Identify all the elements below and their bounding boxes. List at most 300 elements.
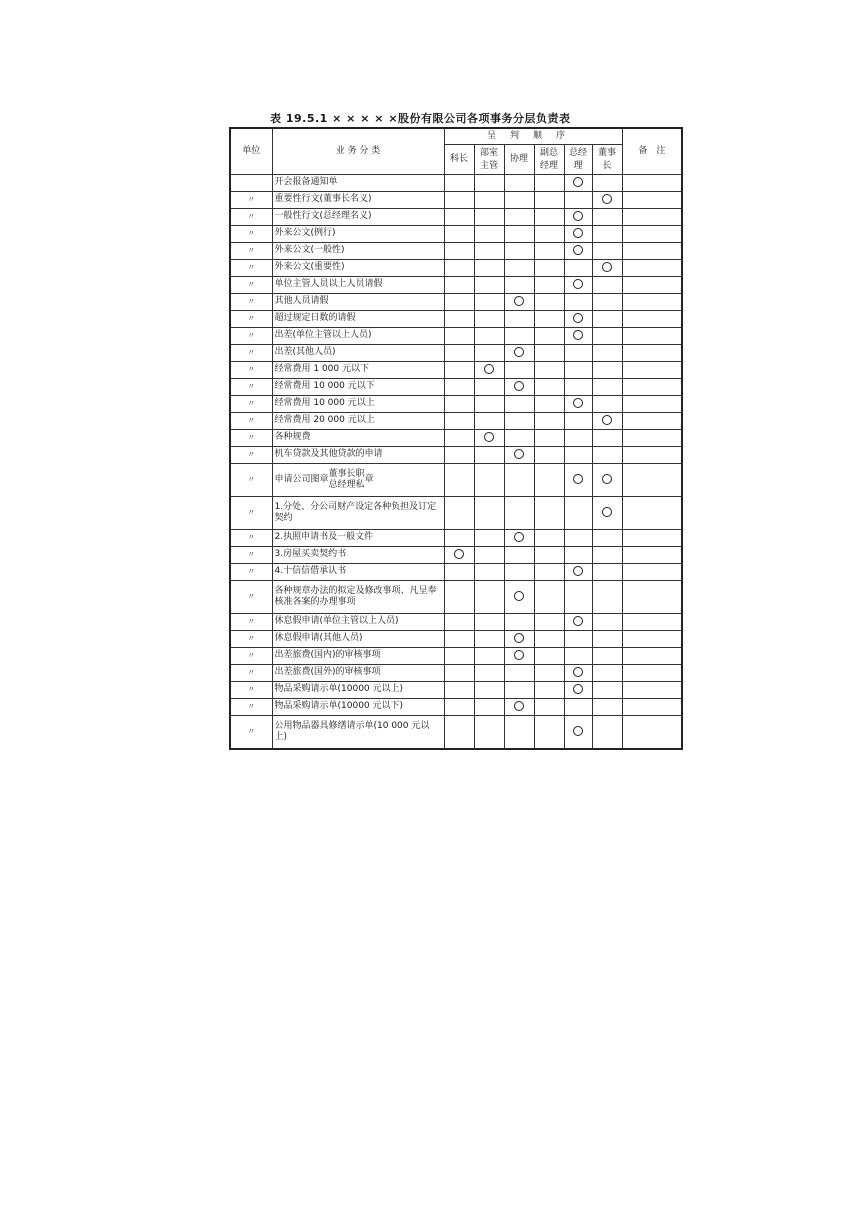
mark-cell [564,362,592,379]
mark-cell [534,631,564,648]
mark-cell [564,277,592,294]
category-cell: 出差(其他人员) [272,345,444,362]
circle-icon [602,415,612,425]
mark-cell [592,243,622,260]
mark-cell [592,175,622,192]
unit-cell: 〃 [230,682,272,699]
table-row [230,328,682,345]
mark-cell [592,294,622,311]
mark-cell [592,396,622,413]
note-cell [622,430,682,447]
header-category: 业 务 分 类 [272,128,444,175]
mark-cell [592,547,622,564]
circle-icon [514,449,524,459]
table-row [230,243,682,260]
mark-cell [504,396,534,413]
table-row [230,192,682,209]
circle-icon [573,313,583,323]
table-row [230,175,682,192]
mark-cell [564,581,592,614]
note-cell [622,226,682,243]
mark-cell [592,260,622,277]
mark-cell [474,430,504,447]
note-cell [622,614,682,631]
table-row [230,260,682,277]
table-body [230,175,682,749]
mark-cell [444,547,474,564]
mark-cell [592,379,622,396]
unit-cell: 〃 [230,547,272,564]
note-cell [622,665,682,682]
mark-cell [564,631,592,648]
mark-cell [534,277,564,294]
note-cell [622,564,682,581]
mark-cell [474,447,504,464]
mark-cell [534,362,564,379]
table-row [230,614,682,631]
mark-cell [534,175,564,192]
unit-cell [230,175,272,192]
table-row [230,530,682,547]
mark-cell [474,614,504,631]
mark-cell [474,362,504,379]
mark-cell [564,648,592,665]
table-row [230,699,682,716]
category-cell: 休息假申请(单位主管以上人员) [272,614,444,631]
category-cell: 外来公文(一般性) [272,243,444,260]
mark-cell [474,497,504,530]
mark-cell [444,243,474,260]
mark-cell [474,345,504,362]
note-cell [622,631,682,648]
mark-cell [592,328,622,345]
mark-cell [474,311,504,328]
category-cell: 出差旅费(国内)的审核事项 [272,648,444,665]
mark-cell [474,564,504,581]
table-row [230,665,682,682]
mark-cell [444,277,474,294]
unit-cell: 〃 [230,430,272,447]
category-cell: 2.执照申请书及一般文件 [272,530,444,547]
mark-cell [534,447,564,464]
mark-cell [504,362,534,379]
table-row [230,447,682,464]
mark-cell [592,192,622,209]
mark-cell [474,209,504,226]
note-cell [622,413,682,430]
mark-cell [564,564,592,581]
stamp-option: 总经理私 [328,480,365,490]
unit-cell: 〃 [230,277,272,294]
mark-cell [534,682,564,699]
table-row [230,311,682,328]
mark-cell [504,581,534,614]
mark-cell [474,547,504,564]
circle-icon [573,228,583,238]
mark-cell [564,345,592,362]
mark-cell [474,396,504,413]
category-cell: 经常费用 10 000 元以下 [272,379,444,396]
mark-cell [474,294,504,311]
mark-cell [444,396,474,413]
table-row [230,379,682,396]
mark-cell [474,648,504,665]
mark-cell [564,530,592,547]
mark-cell [564,547,592,564]
mark-cell [534,430,564,447]
note-cell [622,277,682,294]
mark-cell [444,648,474,665]
unit-cell: 〃 [230,530,272,547]
table-row [230,430,682,447]
mark-cell [504,547,534,564]
mark-cell [592,362,622,379]
mark-cell [474,413,504,430]
mark-cell [592,682,622,699]
mark-cell [444,631,474,648]
mark-cell [592,277,622,294]
note-cell [622,464,682,497]
note-cell [622,294,682,311]
note-cell [622,716,682,749]
mark-cell [474,530,504,547]
note-cell [622,345,682,362]
mark-cell [592,530,622,547]
mark-cell [534,648,564,665]
category-cell: 超过规定日数的请假 [272,311,444,328]
circle-icon [573,566,583,576]
header-note: 备 注 [622,128,682,175]
note-cell [622,699,682,716]
mark-cell [444,564,474,581]
mark-cell [592,716,622,749]
mark-cell [592,430,622,447]
unit-cell: 〃 [230,328,272,345]
mark-cell [504,464,534,497]
note-cell [622,362,682,379]
mark-cell [592,311,622,328]
mark-cell [592,699,622,716]
unit-cell: 〃 [230,396,272,413]
mark-cell [564,379,592,396]
mark-cell [534,209,564,226]
table-row [230,294,682,311]
mark-cell [474,581,504,614]
circle-icon [484,432,494,442]
unit-cell: 〃 [230,379,272,396]
note-cell [622,581,682,614]
mark-cell [534,564,564,581]
mark-cell [444,614,474,631]
category-cell: 开会报备通知单 [272,175,444,192]
mark-cell [504,345,534,362]
circle-icon [514,347,524,357]
mark-cell [564,260,592,277]
note-cell [622,192,682,209]
table-row [230,464,682,497]
mark-cell [534,379,564,396]
circle-icon [454,549,464,559]
mark-cell [444,328,474,345]
note-cell [622,497,682,530]
circle-icon [602,262,612,272]
mark-cell [474,243,504,260]
mark-cell [592,581,622,614]
mark-cell [564,243,592,260]
mark-cell [534,464,564,497]
mark-cell [534,530,564,547]
mark-cell [534,243,564,260]
circle-icon [514,296,524,306]
circle-icon [602,474,612,484]
category-cell: 经常费用 1 000 元以下 [272,362,444,379]
category-cell: 1.分处、分公司财产设定各种负担及订定契约 [272,497,444,530]
mark-cell [444,226,474,243]
circle-icon [573,279,583,289]
responsibility-table [229,127,683,750]
circle-icon [573,616,583,626]
mark-cell [444,430,474,447]
mark-cell [592,564,622,581]
mark-cell [444,464,474,497]
mark-cell [504,379,534,396]
table-row [230,682,682,699]
mark-cell [564,175,592,192]
mark-cell [564,413,592,430]
table-row [230,345,682,362]
table-row [230,547,682,564]
header-role: 协理 [504,145,534,175]
mark-cell [504,413,534,430]
unit-cell: 〃 [230,699,272,716]
circle-icon [602,507,612,517]
circle-icon [514,381,524,391]
mark-cell [504,328,534,345]
mark-cell [564,311,592,328]
mark-cell [504,447,534,464]
unit-cell: 〃 [230,614,272,631]
unit-cell: 〃 [230,345,272,362]
mark-cell [474,175,504,192]
mark-cell [592,464,622,497]
category-cell: 重要性行文(董事长名义) [272,192,444,209]
header-unit: 单位 [230,128,272,175]
mark-cell [592,497,622,530]
unit-cell: 〃 [230,243,272,260]
mark-cell [444,192,474,209]
circle-icon [573,245,583,255]
unit-cell: 〃 [230,464,272,497]
unit-cell: 〃 [230,226,272,243]
header-order: 呈判顺序 [444,128,622,145]
circle-icon [573,726,583,736]
mark-cell [504,665,534,682]
table-row [230,581,682,614]
mark-cell [504,716,534,749]
mark-cell [444,209,474,226]
header-row-top [230,128,682,145]
mark-cell [444,294,474,311]
table-row [230,497,682,530]
mark-cell [592,226,622,243]
note-cell [622,682,682,699]
unit-cell: 〃 [230,665,272,682]
note-cell [622,648,682,665]
mark-cell [504,243,534,260]
circle-icon [514,701,524,711]
category-cell: 一般性行文(总经理名义) [272,209,444,226]
unit-cell: 〃 [230,447,272,464]
header-role: 科长 [444,145,474,175]
mark-cell [534,345,564,362]
note-cell [622,175,682,192]
mark-cell [504,430,534,447]
mark-cell [592,209,622,226]
mark-cell [444,260,474,277]
mark-cell [444,175,474,192]
mark-cell [444,345,474,362]
table-row [230,209,682,226]
mark-cell [592,648,622,665]
mark-cell [504,631,534,648]
table-row [230,396,682,413]
mark-cell [504,192,534,209]
mark-cell [504,699,534,716]
category-cell: 4.十信信借承认书 [272,564,444,581]
category-cell: 机车贷款及其他贷款的申请 [272,447,444,464]
unit-cell: 〃 [230,631,272,648]
mark-cell [504,497,534,530]
note-cell [622,311,682,328]
mark-cell [564,682,592,699]
mark-cell [592,614,622,631]
mark-cell [444,362,474,379]
unit-cell: 〃 [230,648,272,665]
stamp-prefix: 申请公司图章 [274,474,329,485]
mark-cell [534,699,564,716]
circle-icon [573,211,583,221]
mark-cell [474,699,504,716]
table-row [230,277,682,294]
mark-cell [564,699,592,716]
mark-cell [444,682,474,699]
mark-cell [504,226,534,243]
unit-cell: 〃 [230,260,272,277]
mark-cell [564,209,592,226]
category-cell: 出差旅费(国外)的审核事项 [272,665,444,682]
unit-cell: 〃 [230,413,272,430]
stamp-option: 董事长职 [328,469,365,479]
mark-cell [534,547,564,564]
mark-cell [564,396,592,413]
mark-cell [534,665,564,682]
mark-cell [534,294,564,311]
mark-cell [504,648,534,665]
mark-cell [592,665,622,682]
unit-cell: 〃 [230,294,272,311]
mark-cell [534,581,564,614]
mark-cell [534,328,564,345]
mark-cell [474,716,504,749]
mark-cell [444,413,474,430]
mark-cell [474,192,504,209]
category-cell: 公用物品器具修缮请示单(10 000 元以上) [272,716,444,749]
mark-cell [564,226,592,243]
mark-cell [564,328,592,345]
mark-cell [444,530,474,547]
mark-cell [592,413,622,430]
mark-cell [474,328,504,345]
category-cell: 休息假申请(其他人员) [272,631,444,648]
circle-icon [573,398,583,408]
circle-icon [573,177,583,187]
table-row [230,226,682,243]
note-cell [622,447,682,464]
mark-cell [444,497,474,530]
note-cell [622,379,682,396]
table-row [230,413,682,430]
mark-cell [504,209,534,226]
circle-icon [573,684,583,694]
mark-cell [474,682,504,699]
category-cell: 3.房屋买卖契约书 [272,547,444,564]
mark-cell [444,699,474,716]
note-cell [622,260,682,277]
table-row [230,631,682,648]
stamp-options [329,469,365,491]
mark-cell [444,379,474,396]
mark-cell [504,564,534,581]
unit-cell: 〃 [230,362,272,379]
circle-icon [514,650,524,660]
unit-cell: 〃 [230,564,272,581]
mark-cell [564,294,592,311]
category-cell: 其他人员请假 [272,294,444,311]
category-cell: 物品采购请示单(10000 元以下) [272,699,444,716]
mark-cell [474,464,504,497]
table-row [230,362,682,379]
table-caption: 表 19.5.1 × × × × ×股份有限公司各项事务分层负责表 [270,112,571,125]
mark-cell [564,192,592,209]
category-cell: 各种规章办法的拟定及修改事项、凡呈奉核准各案的办理事项 [272,581,444,614]
circle-icon [573,667,583,677]
category-cell: 外来公文(例行) [272,226,444,243]
mark-cell [474,277,504,294]
mark-cell [534,716,564,749]
mark-cell [534,396,564,413]
mark-cell [592,631,622,648]
mark-cell [504,277,534,294]
mark-cell [444,311,474,328]
note-cell [622,547,682,564]
category-cell: 单位主管人员以上人员请假 [272,277,444,294]
unit-cell: 〃 [230,497,272,530]
note-cell [622,209,682,226]
mark-cell [564,497,592,530]
unit-cell: 〃 [230,192,272,209]
mark-cell [474,665,504,682]
mark-cell [474,631,504,648]
mark-cell [474,379,504,396]
circle-icon [514,591,524,601]
category-cell [272,464,444,497]
unit-cell: 〃 [230,311,272,328]
mark-cell [564,614,592,631]
mark-cell [534,614,564,631]
category-cell: 各种规费 [272,430,444,447]
category-cell: 出差(单位主管以上人员) [272,328,444,345]
mark-cell [564,430,592,447]
